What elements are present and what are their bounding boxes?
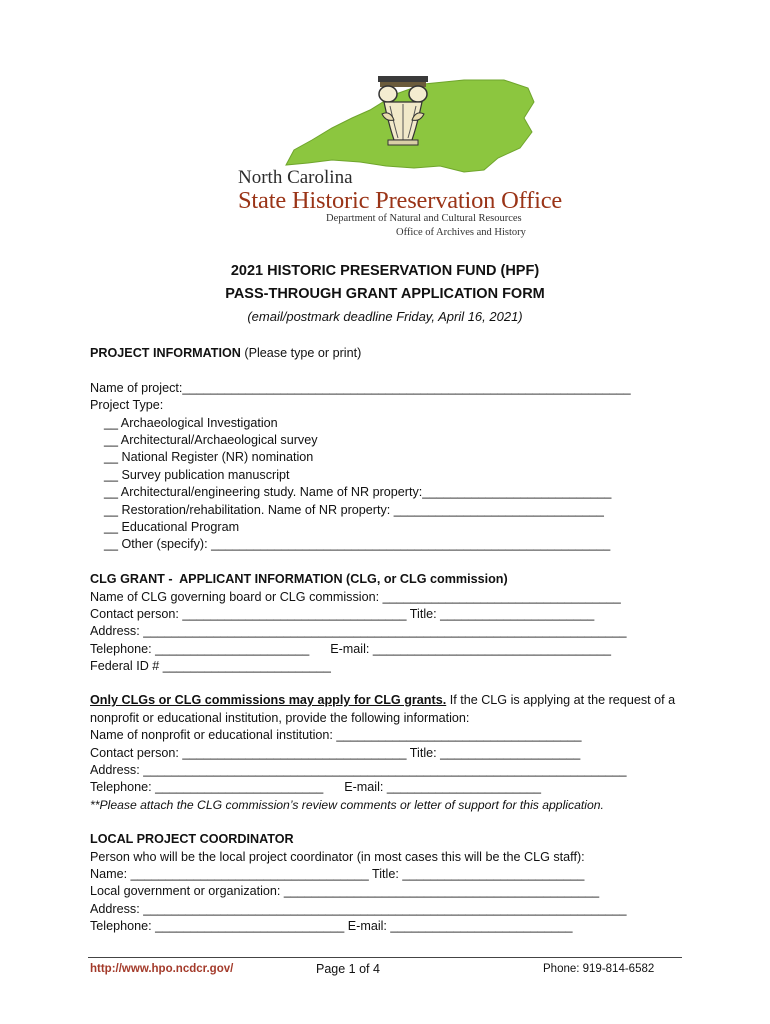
logo-department: Department of Natural and Cultural Resources bbox=[326, 213, 522, 224]
coordinator-heading: LOCAL PROJECT COORDINATOR bbox=[90, 832, 294, 846]
project-info-heading bbox=[90, 345, 361, 361]
coordinator-name-field[interactable]: Name: __________________________________ Title: __________________________ bbox=[90, 867, 585, 881]
coordinator-address-field[interactable]: Address: _____________________________________________________________________ bbox=[90, 902, 627, 916]
clg-telephone-field[interactable]: Telephone: ______________________ E-mail: __________________________________ bbox=[90, 642, 612, 656]
project-type-option[interactable]: __ Architectural/engineering study. Name of NR property:___________________________ bbox=[104, 485, 612, 499]
nonprofit-telephone-field[interactable]: Telephone: ________________________ E-mail: ______________________ bbox=[90, 780, 541, 794]
coordinator-intro: Person who will be the local project coordinator (in most cases this will be the CLG staff): bbox=[90, 850, 585, 864]
form-title-line2: PASS-THROUGH GRANT APPLICATION FORM bbox=[225, 286, 545, 302]
project-type-option[interactable]: __ Restoration/rehabilitation. Name of NR property: ______________________________ bbox=[104, 503, 604, 517]
nc-map-column-graphic bbox=[228, 70, 538, 180]
clg-applicant-heading: CLG GRANT - APPLICANT INFORMATION (CLG, or CLG commission) bbox=[90, 572, 508, 586]
logo-office-sub: Office of Archives and History bbox=[396, 227, 526, 238]
logo-office-title: State Historic Preservation Office bbox=[238, 187, 563, 214]
project-type-option[interactable]: __ Educational Program bbox=[104, 520, 240, 534]
footer-website-link[interactable]: http://www.hpo.ncdcr.gov/ bbox=[90, 963, 234, 975]
footer-page-number: Page 1 of 4 bbox=[316, 962, 380, 976]
clg-board-field[interactable]: Name of CLG governing board or CLG commission: __________________________________ bbox=[90, 590, 621, 604]
attachment-note: **Please attach the CLG commission’s review comments or letter of support for this application. bbox=[90, 798, 604, 812]
footer-divider bbox=[88, 957, 682, 958]
nonprofit-address-field[interactable]: Address: _____________________________________________________________________ bbox=[90, 763, 627, 777]
deadline-note: (email/postmark deadline Friday, April 16, 2021) bbox=[247, 309, 523, 324]
coordinator-org-field[interactable]: Local government or organization: _____________________________________________ bbox=[90, 884, 600, 898]
project-type-label: Project Type: bbox=[90, 398, 164, 412]
project-type-option[interactable]: __ National Register (NR) nomination bbox=[104, 450, 314, 464]
clg-contact-field[interactable]: Contact person: ________________________________ Title: ______________________ bbox=[90, 607, 595, 621]
coordinator-telephone-field[interactable]: Telephone: ___________________________ E-mail: __________________________ bbox=[90, 919, 573, 933]
project-name-field[interactable]: Name of project:________________________________________________________________ bbox=[90, 381, 631, 395]
footer-phone: Phone: 919-814-6582 bbox=[543, 963, 655, 975]
clg-address-field[interactable]: Address: _____________________________________________________________________ bbox=[90, 624, 627, 638]
nonprofit-instruction: nonprofit or educational institution, provide the following information: bbox=[90, 711, 470, 725]
project-type-option[interactable]: __ Survey publication manuscript bbox=[104, 468, 290, 482]
clg-eligibility-rest: If the CLG is applying at the request of a bbox=[446, 693, 676, 707]
clg-eligibility-note bbox=[90, 692, 675, 708]
project-heading-note: (Please type or print) bbox=[240, 346, 362, 360]
clg-federal-id-field[interactable]: Federal ID # ________________________ bbox=[90, 659, 331, 673]
nonprofit-name-field[interactable]: Name of nonprofit or educational institution: ___________________________________ bbox=[90, 728, 582, 742]
form-title-line1: 2021 HISTORIC PRESERVATION FUND (HPF) bbox=[230, 263, 540, 279]
shpo-logo bbox=[228, 70, 563, 245]
project-heading-text: PROJECT INFORMATION bbox=[90, 346, 241, 360]
clg-eligibility-bold: Only CLGs or CLG commissions may apply for CLG grants. bbox=[90, 693, 447, 707]
logo-state-name: North Carolina bbox=[238, 167, 353, 188]
project-type-option[interactable]: __ Archaeological Investigation bbox=[104, 416, 278, 430]
nonprofit-contact-field[interactable]: Contact person: ________________________________ Title: ____________________ bbox=[90, 746, 581, 760]
project-type-option[interactable]: __ Other (specify): _________________________________________________________ bbox=[104, 537, 611, 551]
project-type-option[interactable]: __ Architectural/Archaeological survey bbox=[104, 433, 318, 447]
